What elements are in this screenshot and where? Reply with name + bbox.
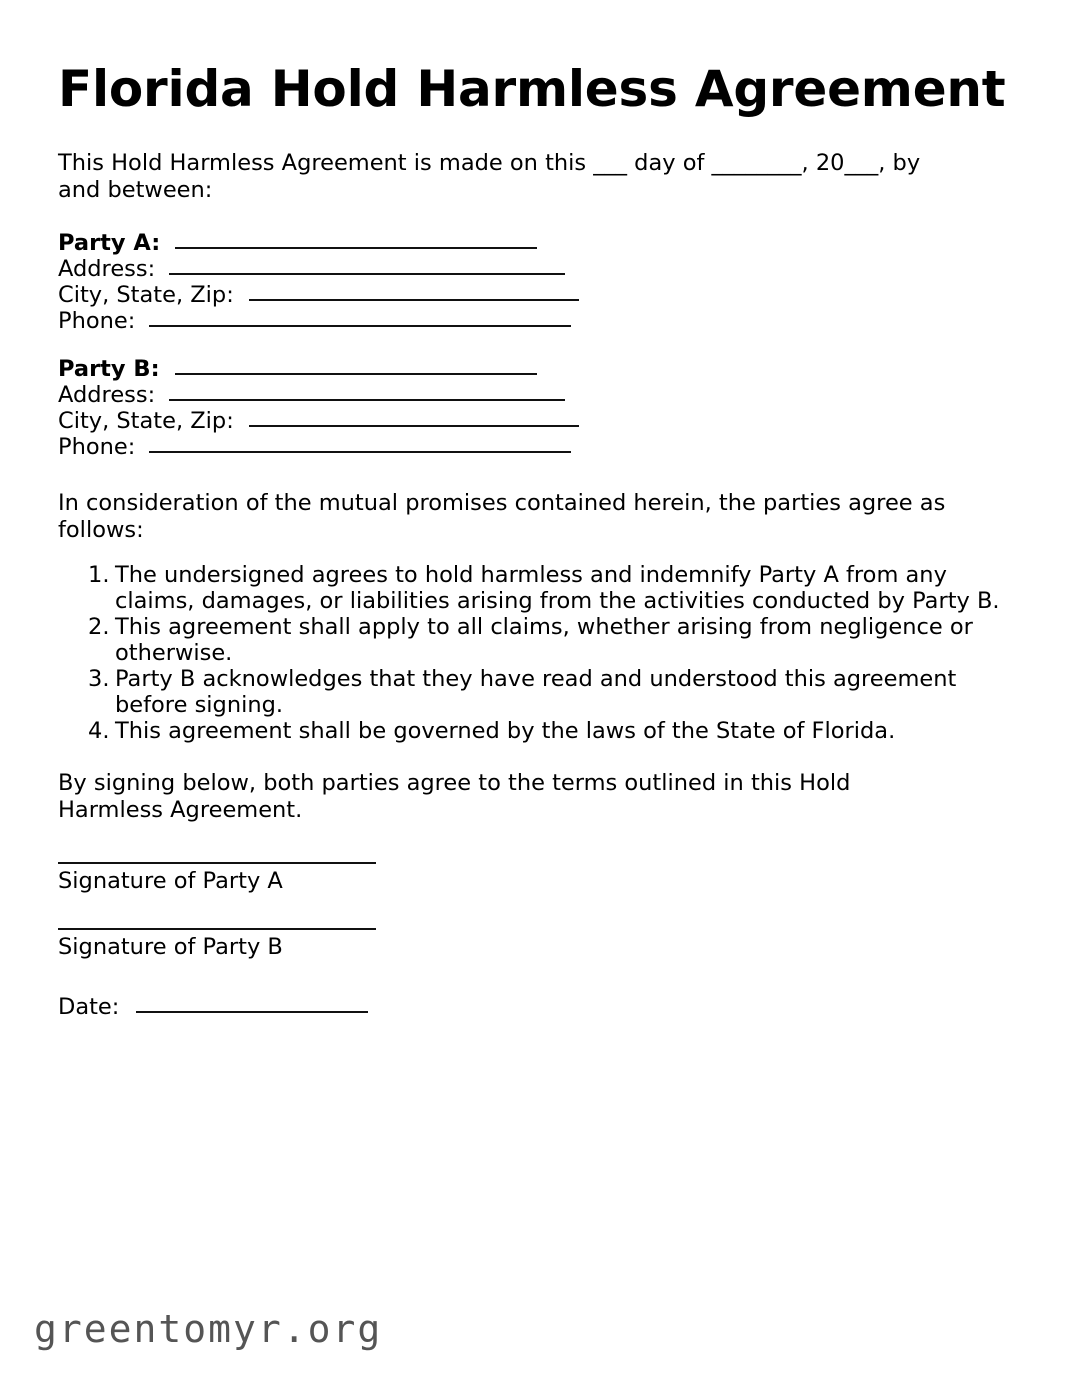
- party-a-block: [58, 230, 988, 334]
- party-a-city-line: [58, 282, 988, 308]
- party-a-phone-label: Phone:: [58, 308, 136, 334]
- party-a-city-label: City, State, Zip:: [58, 282, 234, 308]
- intro-paragraph: This Hold Harmless Agreement is made on this ___ day of ________, 20___, by and between:: [58, 150, 921, 203]
- date-fill-rule[interactable]: [136, 1011, 368, 1013]
- party-b-phone-fill-rule[interactable]: [149, 451, 571, 453]
- party-b-phone-line: [58, 434, 988, 460]
- terms-list: [58, 562, 1000, 744]
- party-b-city-label: City, State, Zip:: [58, 408, 234, 434]
- terms-list-item: This agreement shall be governed by the laws of the State of Florida.: [115, 718, 896, 744]
- terms-list-item: This agreement shall apply to all claims, whether arising from negligence or otherwise.: [115, 614, 973, 666]
- party-b-city-line: [58, 408, 988, 434]
- terms-list-item: The undersigned agrees to hold harmless and indemnify Party A from any claims, damages, or liabilities arising from the activities conducted by Party B.: [115, 562, 1000, 614]
- document-body: [58, 60, 1006, 1020]
- party-b-block: [58, 356, 988, 460]
- party-b-address-line: [58, 382, 988, 408]
- party-b-address-fill-rule[interactable]: [169, 399, 565, 401]
- party-a-phone-fill-rule[interactable]: [149, 325, 571, 327]
- signature-party-a-line[interactable]: [58, 862, 376, 864]
- party-a-address-fill-rule[interactable]: [169, 273, 565, 275]
- party-b-city-fill-rule[interactable]: [249, 425, 579, 427]
- party-a-address-label: Address:: [58, 256, 156, 282]
- party-a-name-label: Party A:: [58, 230, 161, 256]
- signature-section: [58, 862, 988, 1020]
- date-line: [58, 994, 988, 1020]
- page-title: Florida Hold Harmless Agreement: [58, 60, 1006, 118]
- footer-watermark: greentomyr.org: [34, 1307, 383, 1351]
- signing-paragraph: By signing below, both parties agree to the terms outlined in this Hold Harmless Agreement.: [58, 770, 851, 823]
- signature-party-a-label: Signature of Party A: [58, 868, 283, 894]
- terms-list-item: Party B acknowledges that they have read and understood this agreement before signing.: [115, 666, 957, 718]
- party-b-name-fill-rule[interactable]: [175, 373, 537, 375]
- signature-party-a-group: [58, 862, 988, 894]
- consideration-paragraph: In consideration of the mutual promises contained herein, the parties agree as follows:: [58, 490, 946, 543]
- signature-party-b-label: Signature of Party B: [58, 934, 283, 960]
- date-label: Date:: [58, 994, 120, 1020]
- signature-party-b-group: [58, 928, 988, 960]
- party-b-address-label: Address:: [58, 382, 156, 408]
- signature-party-b-line[interactable]: [58, 928, 376, 930]
- party-a-name-line: [58, 230, 988, 256]
- party-b-name-line: [58, 356, 988, 382]
- party-a-phone-line: [58, 308, 988, 334]
- party-b-name-label: Party B:: [58, 356, 160, 382]
- party-a-address-line: [58, 256, 988, 282]
- party-a-name-fill-rule[interactable]: [175, 247, 537, 249]
- party-b-phone-label: Phone:: [58, 434, 136, 460]
- party-a-city-fill-rule[interactable]: [249, 299, 579, 301]
